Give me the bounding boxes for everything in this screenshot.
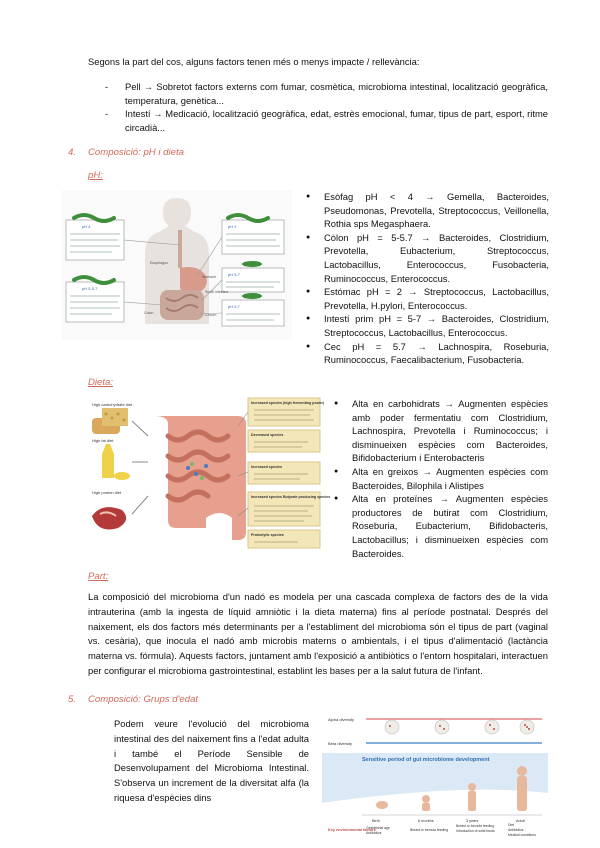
ph-item-intesti-prim: ● Intestí prim pH = 5-7 → Bacteroides, Clostridium, Streptococcus, Lactobacillus, Enterococcus.	[306, 312, 549, 339]
section-4-number: 4.	[68, 147, 77, 158]
section-4-title: Composició: pH i dieta	[88, 147, 184, 158]
box-title-proteolytic: Proteolytic species	[251, 533, 284, 537]
diet-item-proteines: ● Alta en proteïnes → Augmenten espècies productores de butirat com Clostridium, Roseburia, Eubacterium, Bifidobacteris, Lactobacillus; i disminueixen espècies com Bacteroides.	[334, 492, 548, 560]
ph-item-estomac: ● Estómac pH = 2 → Streptococcus, Lactobacillus, Prevotella, H.pylori, Enterococcus.	[306, 285, 549, 312]
diet-label-fat: High fat diet	[92, 438, 114, 443]
intro-text: Segons la part del cos, alguns factors tenen més o menys impacte / rellevància:	[88, 56, 420, 67]
ph-label-small-intestine: pH 5-7	[228, 272, 241, 277]
factor-item-intesti: - Intestí → Medicació, localització geogràfica, edat, estrès emocional, fumar, tipus de part, esport, ritme circadià...	[125, 107, 548, 134]
part-paragraph: La composició del microbioma d'un nadó es modela per una cascada complexa de factors des de la vida intrauterina (amb la ingesta de líquid amniòtic i la dieta materna) fins al període postnatal. Després del naixement, els dos factors més determinants per a l'establiment del microbioma són el tipus de part (vaginal vs. cesària), que inocula el nadó amb microbis materns o ambientals, i el tipus d'alimentació (lactància materna vs. fórmula). Aquests factors, juntament amb l'exposició a antibiòtics o l'entorn hospitalari, interactuen per configurar el microbioma gastrointestinal, establint les bases per a la salut futura de l'infant.	[88, 591, 548, 676]
ph-label-cecum: pH 5.7	[228, 304, 240, 309]
ph-label-stomach: pH 2	[228, 224, 237, 229]
ph-list	[306, 190, 549, 367]
part-subtitle: Part:	[88, 571, 109, 582]
ph-item-esofag: ● Esòfag pH < 4 → Gemella, Bacteroides, Pseudomonas, Prevotella, Streptococcus, Veillonella, Rothia sps Megasphaera.	[306, 190, 549, 231]
microbiome-development-illustration	[322, 713, 548, 843]
factor-breast-formula-2: Breast or formula feeding	[456, 824, 495, 828]
alpha-diversity-label: Alpha diversity	[328, 717, 355, 722]
ph-label-colon: pH 5-5.7	[82, 286, 98, 291]
diet-item-greixos: ● Alta en greixos → Augmenten espècies com Bacteroides, Bilophila i Alistipes	[334, 465, 548, 492]
label-cecum: Cecum	[205, 313, 217, 317]
digestive-tract-illustration	[62, 190, 292, 340]
age-figure	[322, 713, 548, 843]
age-birth: Birth	[372, 819, 380, 823]
factor-gestational-age: Gestational age	[366, 826, 390, 830]
box-title-butyrate: Increased species Butyrate producing species	[251, 495, 331, 499]
section-5-paragraph: Podem veure l'evolució del microbioma intestinal des del naixement fins a l'edat adulta i també el Període Sensible de Desenvolupament del Microbioma Intestinal. S'observa un increment de la diversitat alfa (la riquesa d'espècies dins	[114, 718, 309, 803]
diet-label-protein: High protein diet	[92, 490, 122, 495]
factors-list	[125, 80, 548, 134]
factor-antibiotics-2: Antibiotics	[508, 828, 524, 832]
label-colon: Colon	[144, 311, 154, 315]
diet-intestine-illustration	[88, 396, 331, 552]
factor-medical-conditions: Medical conditions	[508, 833, 536, 837]
box-title-high-fermenting: Increased species (high fermenting power)	[251, 401, 325, 405]
diet-list	[334, 397, 548, 560]
ph-figure	[62, 190, 292, 340]
diet-item-carbohidrats: ● Alta en carbohidrats → Augmenten espècies amb poder fermentatiu com Clostridium, Lachnospira, Prevotella i Ruminococcus; i disminueixen espècies com Bacteroides, Bifidobacterium i Enterobacteris	[334, 397, 548, 465]
diet-label-carb: High carbohydrate diet	[92, 402, 133, 407]
ph-subtitle: pH:	[88, 170, 103, 181]
ph-label-esophagus: pH 4	[82, 224, 91, 229]
sensitive-period-title: Sensitive period of gut microbiome development	[362, 757, 490, 763]
age-6-months: 6 months	[418, 819, 434, 823]
factor-solid-foods: Introduction of solid foods	[456, 829, 495, 833]
age-3-years: 3 years	[466, 819, 479, 823]
dieta-subtitle: Dieta:	[88, 377, 114, 388]
label-small-intestine: Small intestine	[205, 290, 229, 294]
factor-item-pell: - Pell → Sobretot factors externs com fumar, cosmètica, microbioma intestinal, localització geogràfica, temperatura, genètica...	[125, 80, 548, 107]
ph-item-colon: ● Còlon pH = 5-5.7 → Bacteroides, Clostridium, Prevotella, Eubacterium, Streptococcus, Lactobacillus, Enterococcus, Fusobacteria, Ruminococcus, Enterococcus.	[306, 231, 549, 285]
beta-diversity-label: Beta diversity	[328, 741, 353, 746]
factor-breast-formula-1: Breast or formula feeding	[410, 828, 449, 832]
box-title-increased-fat: Increased species	[251, 465, 282, 469]
key-factors-label: Key environmental factors	[328, 828, 376, 832]
section-5-number: 5.	[68, 694, 77, 705]
ph-item-cec: ● Cec pH = 5.7 → Lachnospira, Roseburia, Ruminococcus, Faecalibacterium, Fusobacteria.	[306, 340, 549, 367]
factor-diet: Diet	[508, 823, 515, 827]
label-stomach: Stomach	[202, 275, 217, 279]
factor-antibiotics-1: Antibiotics	[366, 831, 382, 835]
section-5-title: Composició: Grups d'edat	[88, 694, 199, 705]
label-esophagus: Esophagus	[150, 261, 168, 265]
box-title-decreased: Decreased species	[251, 433, 284, 437]
age-adult: Adult	[516, 819, 525, 823]
diet-figure	[88, 396, 331, 552]
